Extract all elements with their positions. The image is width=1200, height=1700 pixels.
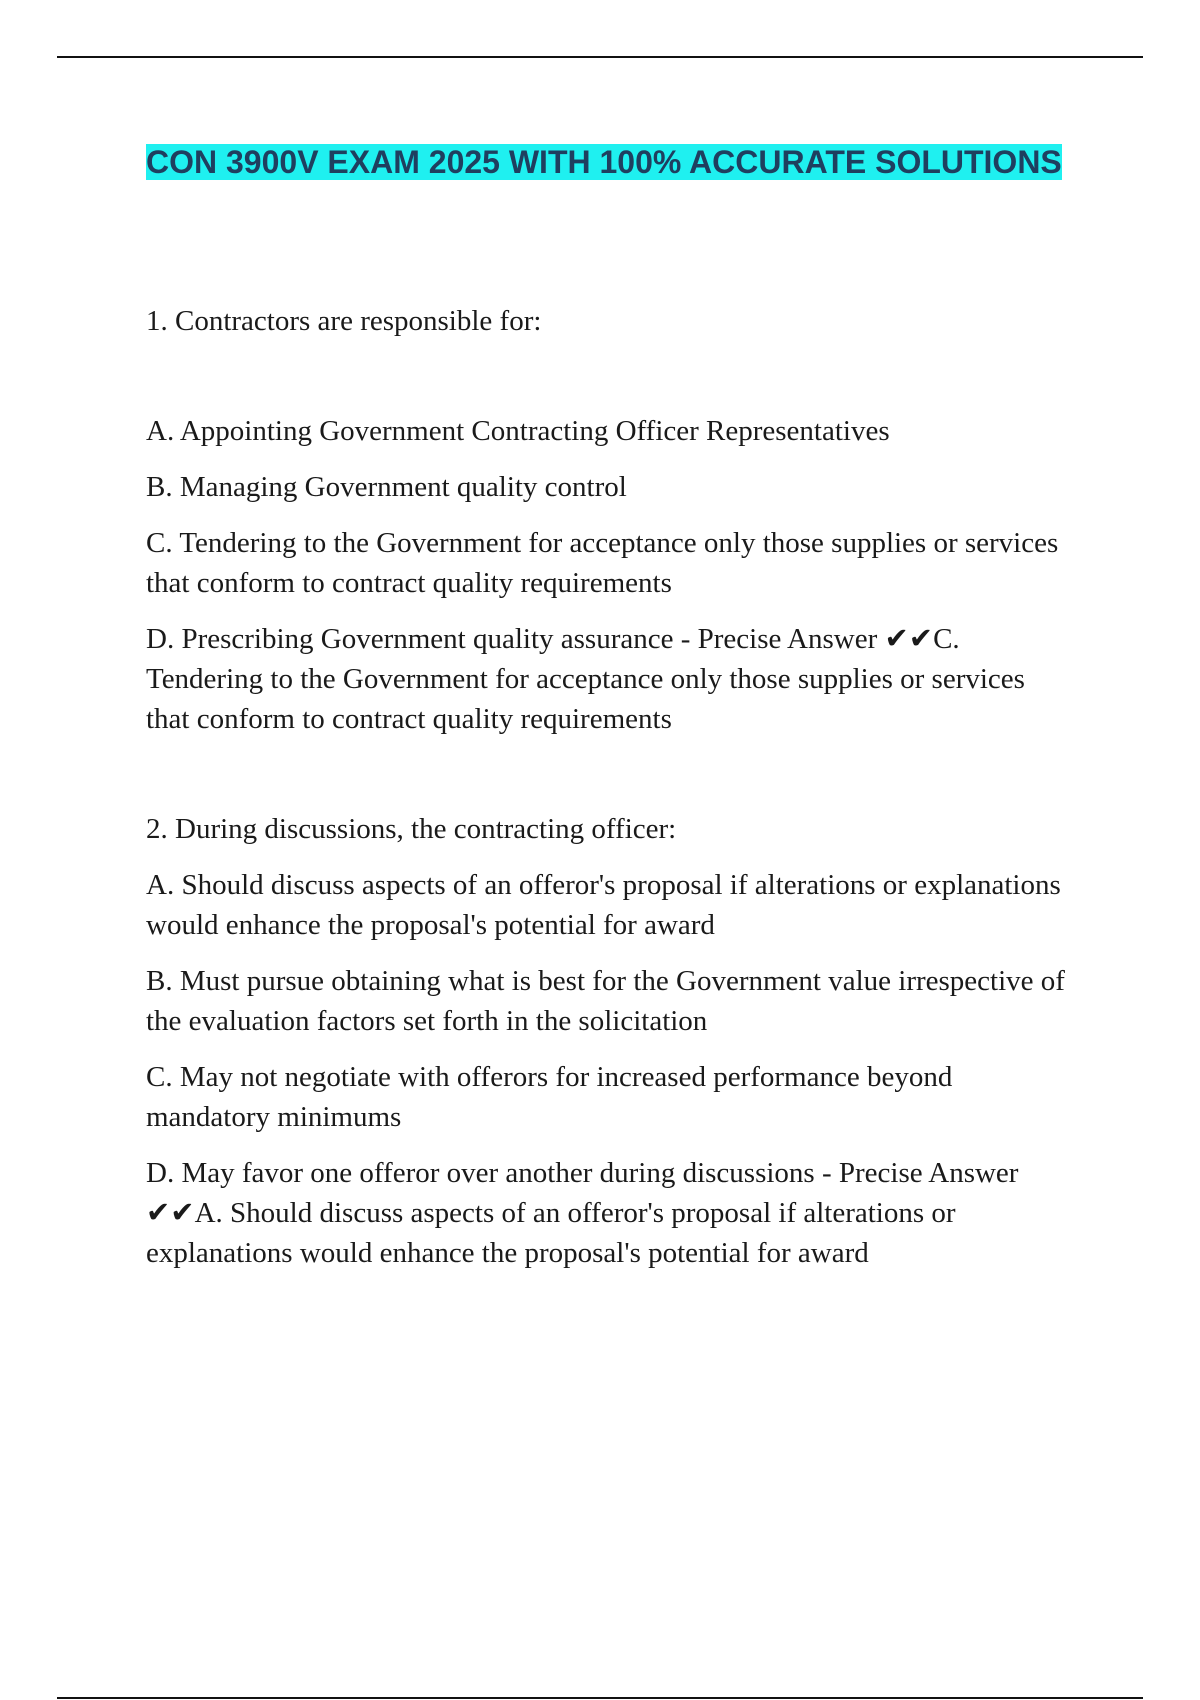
question-1-prompt: 1. Contractors are responsible for: — [146, 305, 542, 337]
question-1-option-d-with-answer: D. Prescribing Government quality assurance - Precise Answer ✔✔C. Tendering to the Government for acceptance only those supplies or services that conform to contract quality requirements — [146, 623, 1025, 735]
document-title — [146, 142, 1066, 183]
question-2-options — [146, 865, 1066, 1273]
question-2-option-c: C. May not negotiate with offerors for increased performance beyond mandatory minimums — [146, 1061, 953, 1133]
document-body — [146, 142, 1066, 1289]
question-2-prompt: 2. During discussions, the contracting officer: — [146, 813, 677, 845]
document-title-text: CON 3900V EXAM 2025 WITH 100% ACCURATE SOLUTIONS — [146, 144, 1062, 180]
question-2-option-b: B. Must pursue obtaining what is best for the Government value irrespective of the evaluation factors set forth in the solicitation — [146, 965, 1065, 1037]
question-2-option-a: A. Should discuss aspects of an offeror's proposal if alterations or explanations would enhance the proposal's potential for award — [146, 869, 1061, 941]
question-1-option-c: C. Tendering to the Government for acceptance only those supplies or services that conform to contract quality requirements — [146, 527, 1059, 599]
question-1-option-a: A. Appointing Government Contracting Officer Representatives — [146, 415, 890, 447]
question-1-option-b: B. Managing Government quality control — [146, 471, 627, 503]
top-rule — [57, 56, 1143, 58]
bottom-rule — [57, 1697, 1143, 1699]
question-2-option-d-with-answer: D. May favor one offeror over another during discussions - Precise Answer ✔✔A. Should discuss aspects of an offeror's proposal if alterations or explanations would enhance the proposal's potential for award — [146, 1157, 1019, 1269]
question-1-options — [146, 411, 1066, 739]
